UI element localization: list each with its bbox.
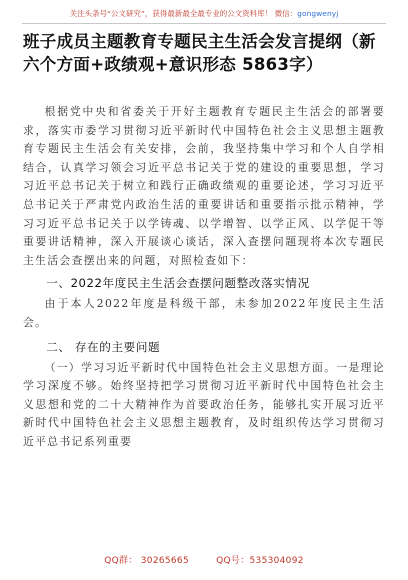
banner-wechat-id: gongwenyj xyxy=(297,9,339,18)
footer-qq-group: QQ群： 30265665 xyxy=(104,556,189,566)
document-title: 班子成员主题教育专题民主生活会发言提纲（新六个方面+政绩观+意识形态 5863字） xyxy=(23,32,376,74)
section-1-paragraph: 由于本人2022年度是科级干部，未参加2022年度民主生活会。 xyxy=(23,297,385,329)
footer-contact xyxy=(0,553,408,566)
footer-qq-number: QQ号：535304092 xyxy=(216,556,304,566)
header-divider xyxy=(22,23,386,24)
section-2-paragraph: （一）学习习近平新时代中国特色社会主义思想方面。一是理论学习深度不够。始终坚持把学习贯彻习近平新时代中国特色社会主义思想和党的二十大精神作为首要政治任务，能够扎实开展习近平新时代中国特色社会主义思想主题教育，及时组织传达学习贯彻习近平总书记系列重要 xyxy=(23,360,385,448)
banner-text: 关注头条号“公文研究”，获得最新最全最专业的公文资料库！ 微信： xyxy=(69,9,298,18)
intro-paragraph: 根据党中央和省委关于开好主题教育专题民主生活会的部署要求，落实市委学习贯彻习近平新时代中国特色社会主义思想主题教育专题民主生活会有关安排，会前，我坚持集中学习和个人自学相结合，认真学习领会习近平总书记关于党的建设的重要思想，学习习近平总书记关于树立和践行正确政绩观的重要论述，学习习近平总书记关于严肃党内政治生活的重要讲话和重要指示批示精神，学习习近平总书记关于以学铸魂、以学增智、以学正风、以学促干等重要讲话精神，深入开展谈心谈话，深入查摆问题现将本次专题民主生活会查摆出来的问题，对照检查如下： xyxy=(23,105,385,267)
section-2-heading: 二、 存在的主要问题 xyxy=(46,339,161,354)
section-1-heading: 一、2022年度民主生活会查摆问题整改落实情况 xyxy=(46,276,310,291)
top-banner xyxy=(0,8,408,19)
document-body xyxy=(23,103,385,452)
